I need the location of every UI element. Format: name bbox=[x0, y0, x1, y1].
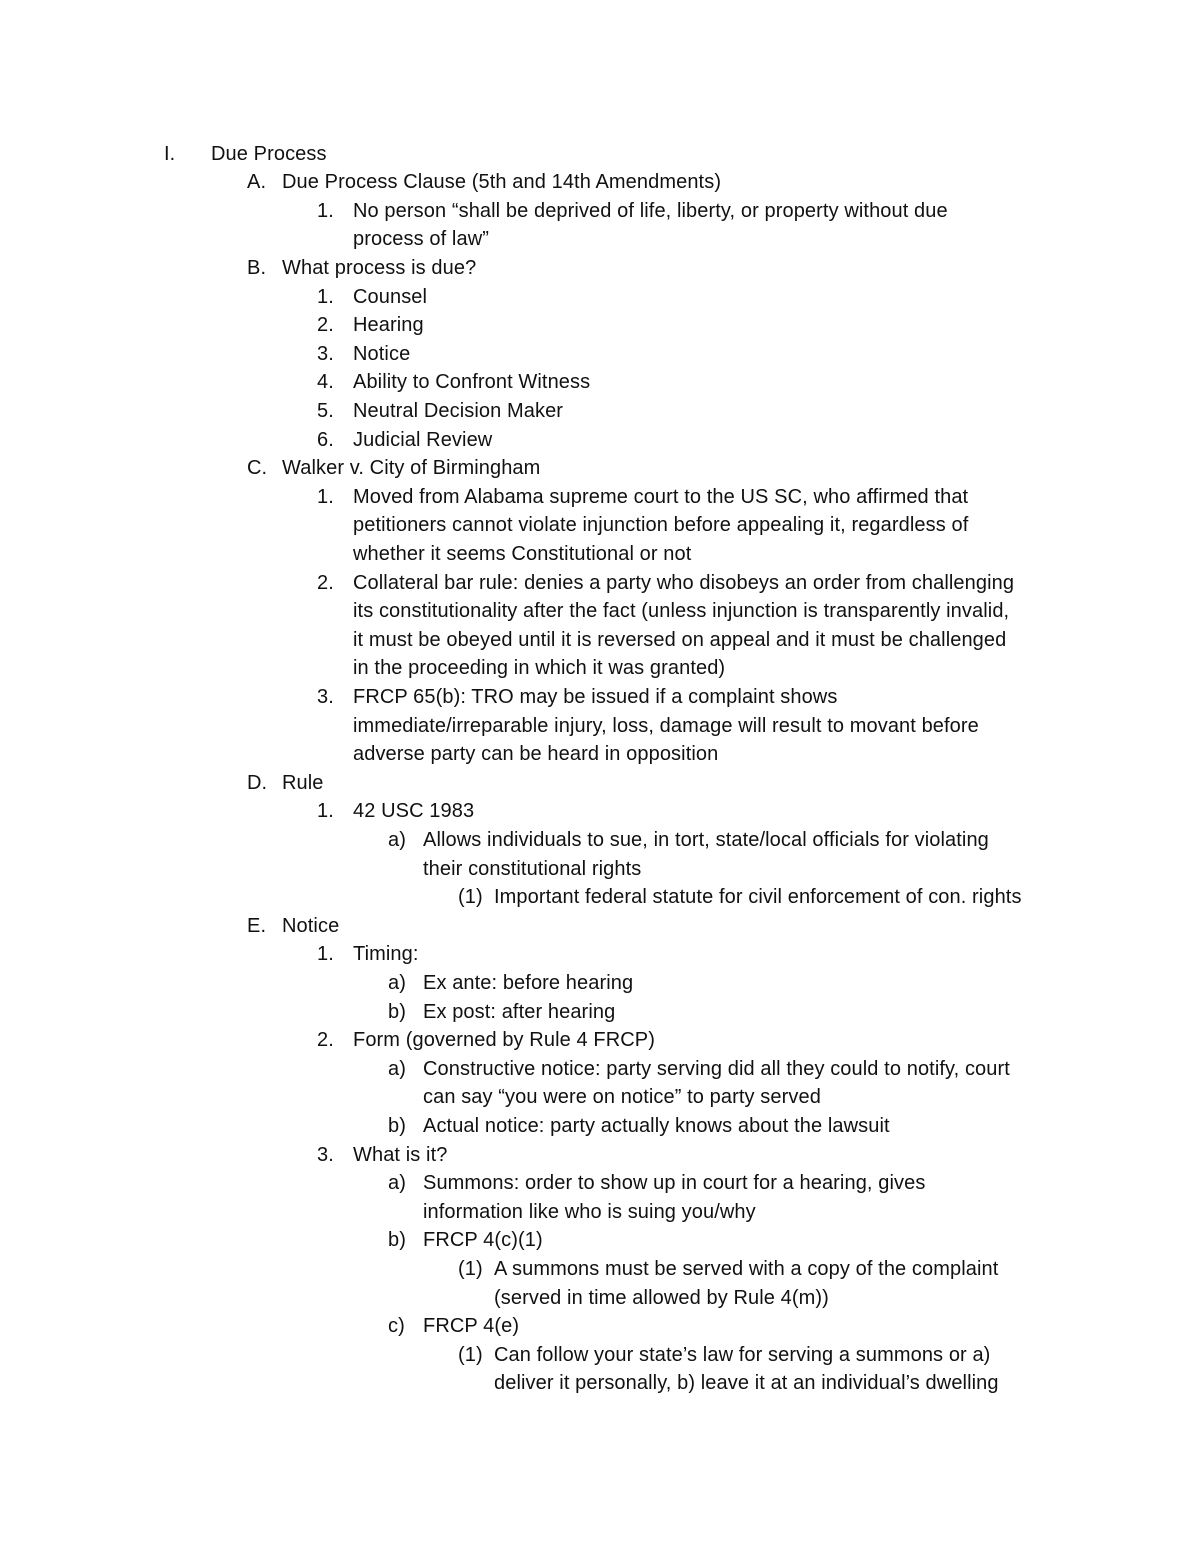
list-marker: 2. bbox=[317, 571, 334, 594]
list-item-text: A summons must be served with a copy of the complaint bbox=[494, 1257, 999, 1280]
list-item-text: process of law” bbox=[353, 228, 489, 251]
list-item-text: FRCP 65(b): TRO may be issued if a complaint shows bbox=[353, 685, 838, 708]
list-marker: 3. bbox=[317, 685, 334, 708]
list-marker: 1. bbox=[317, 199, 334, 222]
list-marker: B. bbox=[247, 256, 267, 279]
list-item-text: Neutral Decision Maker bbox=[353, 399, 564, 422]
list-marker: 4. bbox=[317, 371, 334, 394]
list-marker: (1) bbox=[458, 886, 483, 909]
list-item-text: Timing: bbox=[353, 943, 419, 966]
list-marker: D. bbox=[247, 771, 268, 794]
list-marker: 6. bbox=[317, 428, 334, 451]
list-marker: I. bbox=[164, 142, 176, 165]
list-item-text: (served in time allowed by Rule 4(m)) bbox=[494, 1286, 829, 1309]
list-marker: a) bbox=[388, 828, 406, 851]
list-item-text: Counsel bbox=[353, 285, 428, 308]
list-item-text: Form (governed by Rule 4 FRCP) bbox=[353, 1029, 655, 1052]
list-marker: (1) bbox=[458, 1343, 483, 1366]
list-item-text: immediate/irreparable injury, loss, damage will result to movant before bbox=[353, 714, 979, 737]
list-marker: 1. bbox=[317, 800, 334, 823]
list-marker: C. bbox=[247, 457, 268, 480]
list-item-text: Walker v. City of Birmingham bbox=[282, 457, 541, 480]
list-item-text: its constitutionality after the fact (unless injunction is transparently invalid, bbox=[353, 600, 1010, 623]
list-marker: A. bbox=[247, 171, 267, 194]
list-item-text: Collateral bar rule: denies a party who disobeys an order from challenging bbox=[353, 571, 1015, 594]
list-item-text: Allows individuals to sue, in tort, state/local officials for violating bbox=[423, 828, 989, 851]
list-item-text: 42 USC 1983 bbox=[353, 800, 475, 823]
list-item-text: What is it? bbox=[353, 1143, 448, 1166]
list-marker: a) bbox=[388, 1172, 406, 1195]
list-marker: 3. bbox=[317, 1143, 334, 1166]
list-marker: 1. bbox=[317, 943, 334, 966]
list-marker: 3. bbox=[317, 342, 334, 365]
list-marker: 5. bbox=[317, 399, 334, 422]
list-item-text: Actual notice: party actually knows about the lawsuit bbox=[423, 1114, 890, 1137]
list-item-text: Important federal statute for civil enforcement of con. rights bbox=[494, 886, 1022, 909]
list-marker: E. bbox=[247, 914, 267, 937]
list-item-text: adverse party can be heard in opposition bbox=[353, 743, 719, 766]
list-item-text: No person “shall be deprived of life, liberty, or property without due bbox=[353, 199, 948, 222]
list-item-text: Moved from Alabama supreme court to the US SC, who affirmed that bbox=[353, 485, 969, 508]
list-item-text: Notice bbox=[282, 914, 340, 937]
list-item-text: Summons: order to show up in court for a hearing, gives bbox=[423, 1172, 926, 1195]
list-item-text: Rule bbox=[282, 771, 324, 794]
list-marker: b) bbox=[388, 1114, 406, 1137]
list-marker: b) bbox=[388, 1229, 406, 1252]
list-marker: c) bbox=[388, 1315, 405, 1338]
list-item-text: their constitutional rights bbox=[423, 857, 642, 880]
list-item-text: Judicial Review bbox=[353, 428, 493, 451]
list-item-text: in the proceeding in which it was granted) bbox=[353, 657, 726, 680]
list-marker: b) bbox=[388, 1000, 406, 1023]
list-item-text: petitioners cannot violate injunction before appealing it, regardless of bbox=[353, 514, 969, 537]
list-marker: 2. bbox=[317, 1029, 334, 1052]
list-item-text: Notice bbox=[353, 342, 411, 365]
list-marker: a) bbox=[388, 1057, 406, 1080]
list-marker: a) bbox=[388, 971, 406, 994]
list-item-text: FRCP 4(e) bbox=[423, 1315, 520, 1338]
list-marker: 1. bbox=[317, 285, 334, 308]
list-item-text: deliver it personally, b) leave it at an individual’s dwelling bbox=[494, 1372, 999, 1395]
list-item-text: it must be obeyed until it is reversed on appeal and it must be challenged bbox=[353, 628, 1007, 651]
list-item-text: Due Process Clause (5th and 14th Amendments) bbox=[282, 171, 722, 194]
list-marker: 2. bbox=[317, 314, 334, 337]
list-item-text: What process is due? bbox=[282, 256, 477, 279]
list-item-text: FRCP 4(c)(1) bbox=[423, 1229, 543, 1252]
list-item-text: Hearing bbox=[353, 314, 424, 337]
list-item-text: Constructive notice: party serving did all they could to notify, court bbox=[423, 1057, 1010, 1080]
list-item-text: Ex post: after hearing bbox=[423, 1000, 616, 1023]
list-item-text: information like who is suing you/why bbox=[423, 1200, 756, 1223]
list-marker: 1. bbox=[317, 485, 334, 508]
list-item-text: Ex ante: before hearing bbox=[423, 971, 634, 994]
list-item-text: can say “you were on notice” to party served bbox=[423, 1086, 821, 1109]
list-item-text: Can follow your state’s law for serving a summons or a) bbox=[494, 1343, 991, 1366]
list-marker: (1) bbox=[458, 1257, 483, 1280]
list-item-text: whether it seems Constitutional or not bbox=[353, 542, 692, 565]
list-item-text: Due Process bbox=[211, 142, 327, 165]
list-item-text: Ability to Confront Witness bbox=[353, 371, 591, 394]
